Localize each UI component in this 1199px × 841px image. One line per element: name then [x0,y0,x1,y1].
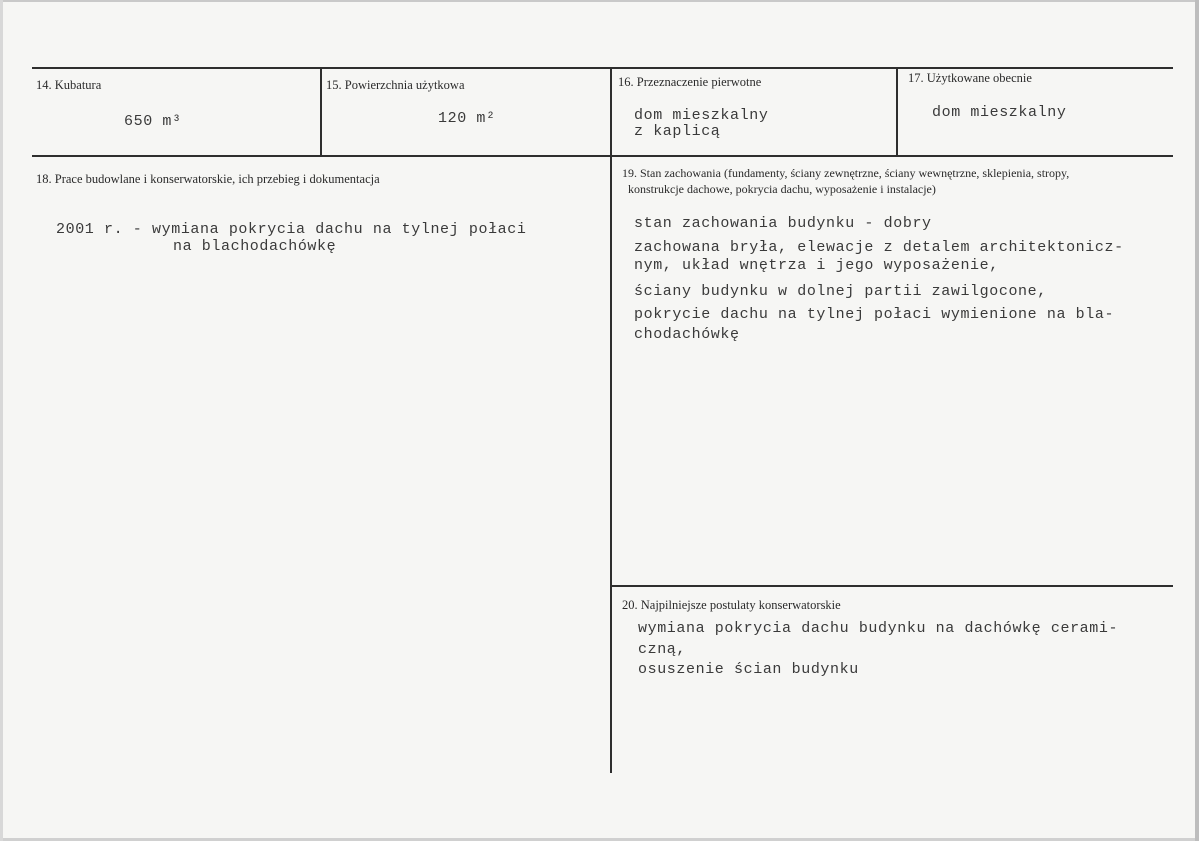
field-19-line: pokrycie dachu na tylnej połaci wymienione na bla- [634,306,1115,323]
divider-main [610,155,612,773]
rule-top [32,67,1173,69]
rule-middle [32,155,1173,157]
field-19-line: stan zachowania budynku - dobry [634,215,932,232]
field-19-label: 19. Stan zachowania (fundamenty, ściany zewnętrzne, ściany wewnętrzne, sklepienia, stropy, [622,166,1070,180]
field-14-label: 14. Kubatura [36,78,102,92]
field-15-label: 15. Powierzchnia użytkowa [326,78,465,92]
field-16-line: dom mieszkalny [634,107,769,124]
field-15-value: 120 m² [438,110,496,127]
field-20-line: czną, [638,641,687,658]
divider-16-17 [896,67,898,156]
field-20-line: osuszenie ścian budynku [638,661,859,678]
divider-15-16 [610,67,612,156]
field-18-line: na blachodachówkę [173,238,337,255]
field-16-label: 16. Przeznaczenie pierwotne [618,75,762,89]
field-19-line: nym, układ wnętrza i jego wyposażenie, [634,257,999,274]
field-17-value: dom mieszkalny [932,104,1067,121]
field-17-label: 17. Użytkowane obecnie [908,71,1032,85]
rule-section-20 [610,585,1173,587]
field-20-line: wymiana pokrycia dachu budynku na dachówkę cerami- [638,620,1119,637]
field-19-line: zachowana bryła, elewacje z detalem architektonicz- [634,239,1124,256]
field-16-line: z kaplicą [634,123,721,140]
scan-edge-top [0,0,1199,2]
divider-14-15 [320,67,322,156]
field-14-value: 650 m³ [124,113,182,130]
field-18-label: 18. Prace budowlane i konserwatorskie, ich przebieg i dokumentacja [36,172,380,186]
scan-edge-left [0,0,3,841]
field-19-label-cont: konstrukcje dachowe, pokrycia dachu, wyposażenie i instalacje) [628,182,936,196]
field-18-line: 2001 r. - wymiana pokrycia dachu na tylnej połaci [56,221,527,238]
field-20-label: 20. Najpilniejsze postulaty konserwatorskie [622,598,841,612]
field-19-line: ściany budynku w dolnej partii zawilgocone, [634,283,1047,300]
scan-edge-right [1195,0,1199,841]
field-19-line: chodachówkę [634,326,740,343]
